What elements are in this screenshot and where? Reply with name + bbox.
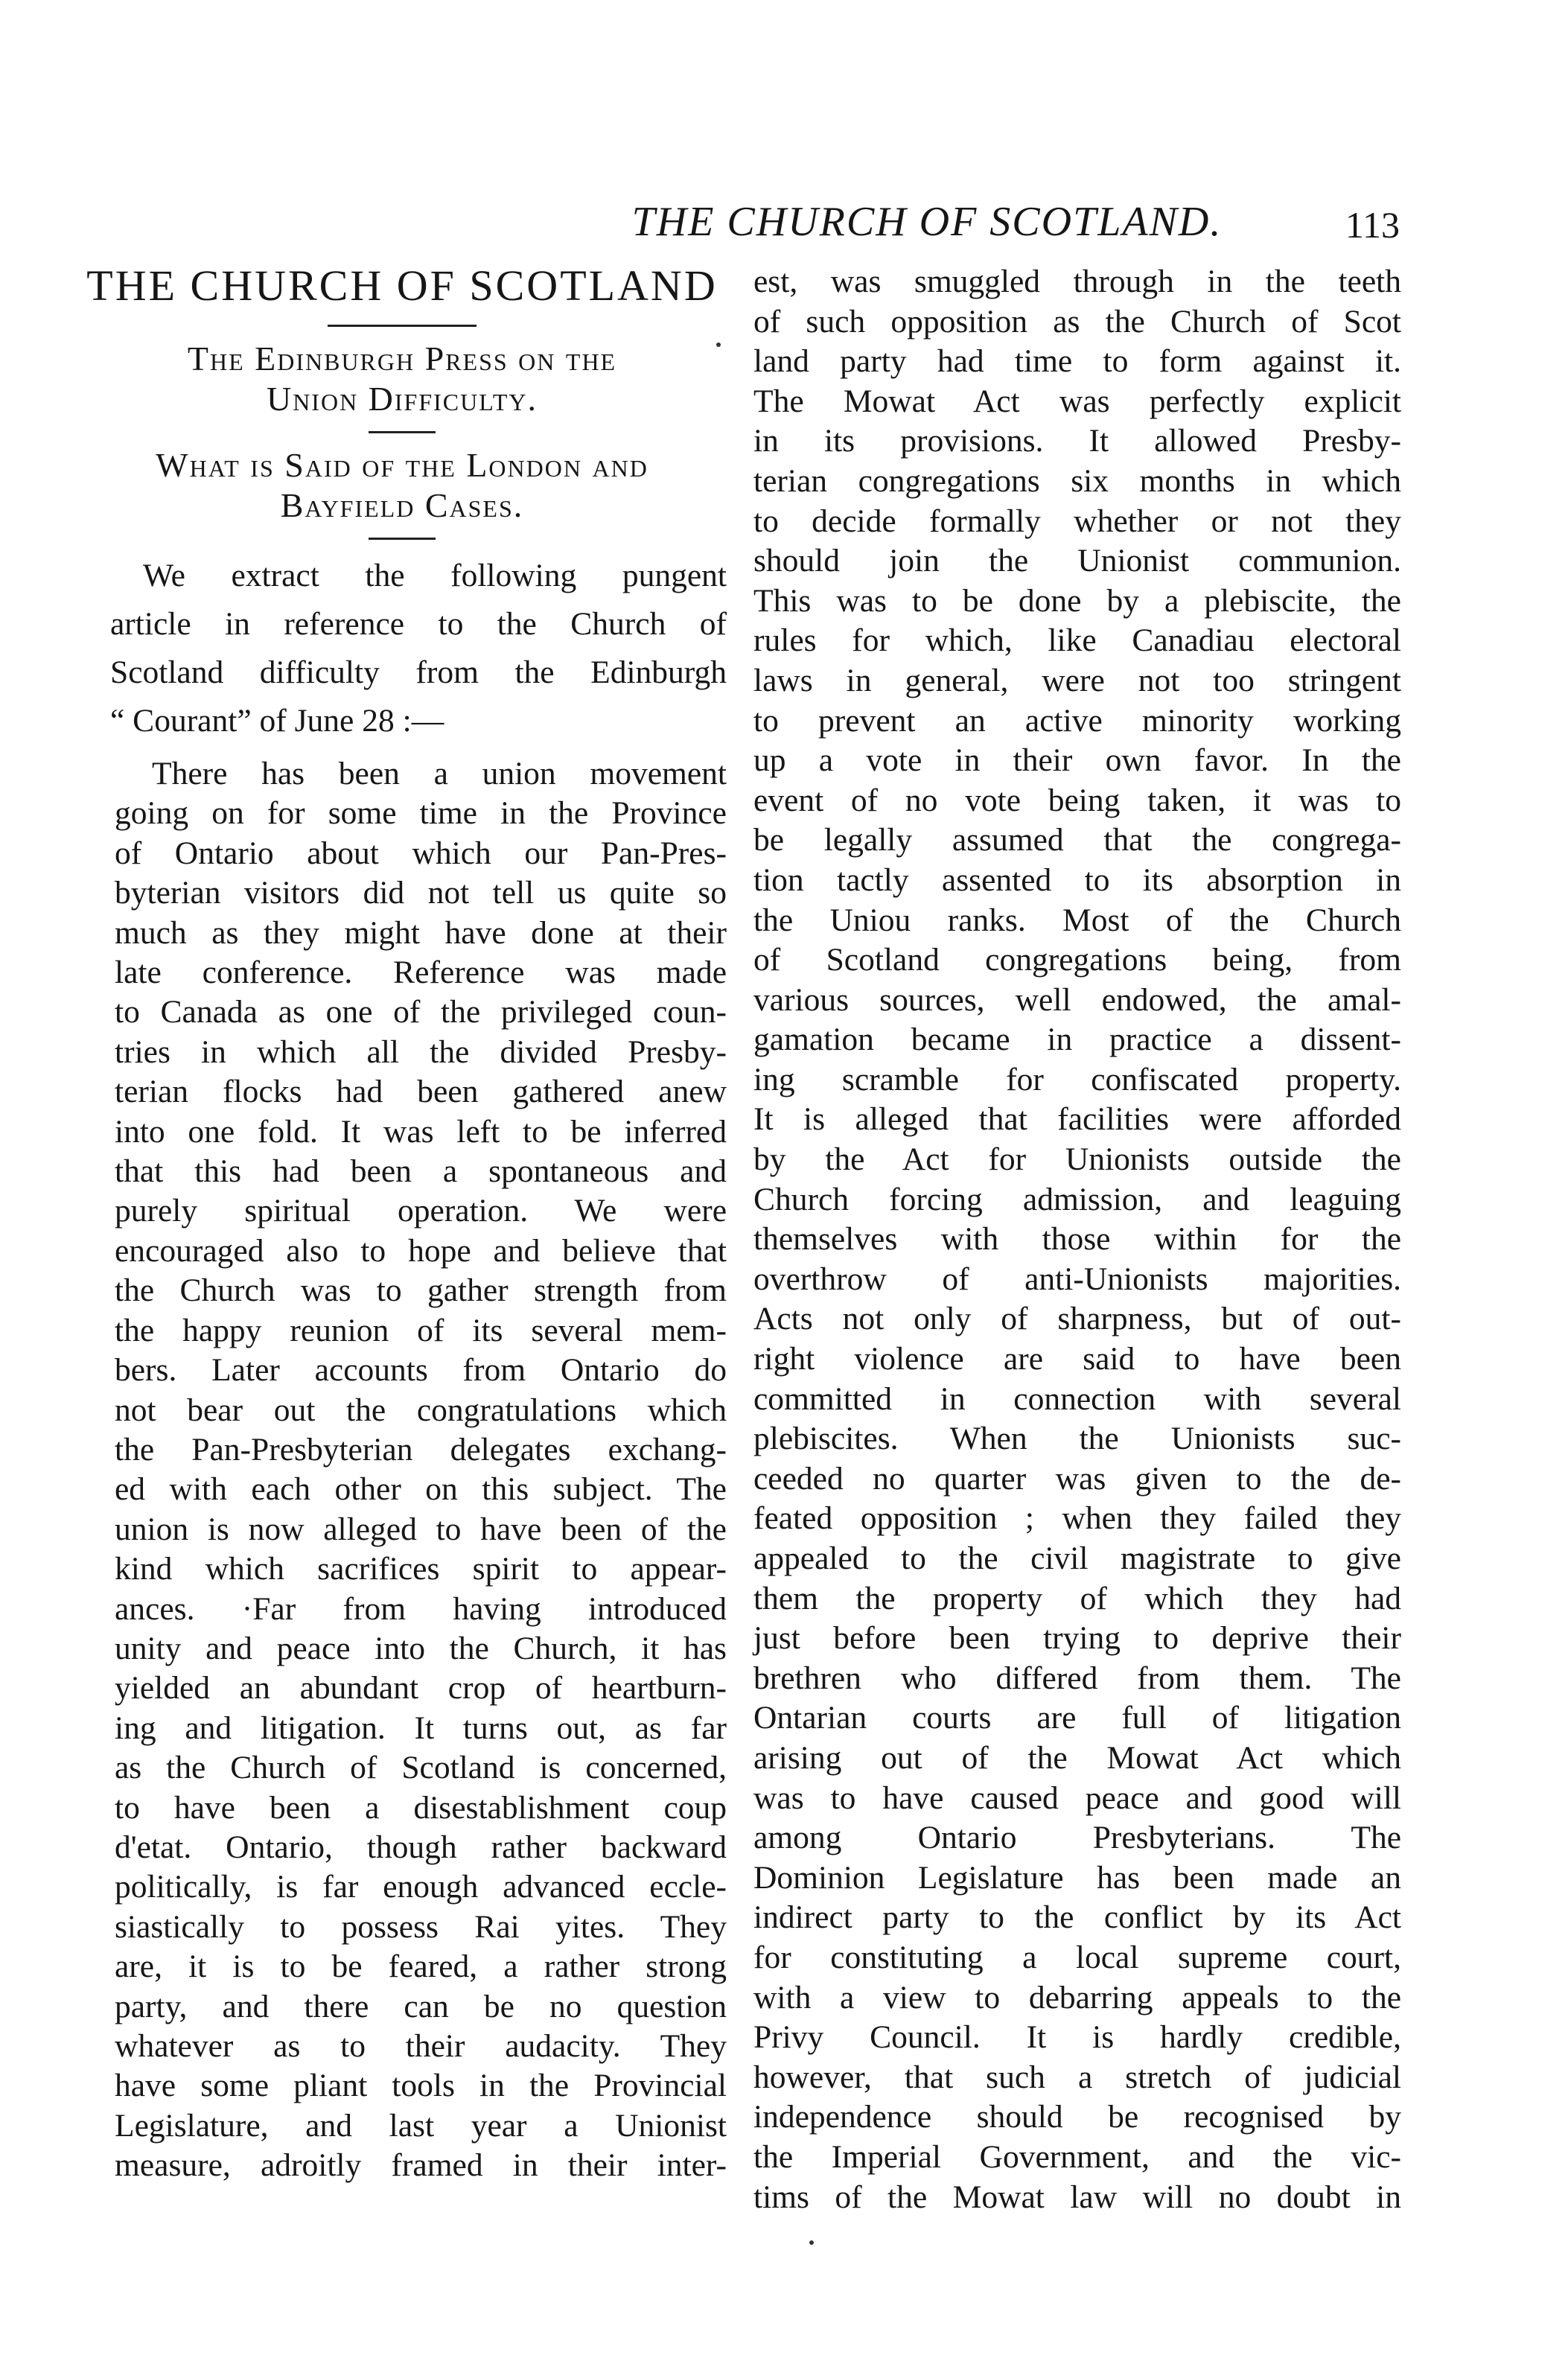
text-line: be legally assumed that the congrega-	[753, 822, 1401, 858]
text-line: going on for some time in the Province	[115, 795, 727, 832]
text-line: gamation became in practice a dissent-	[753, 1022, 1401, 1058]
text-line: them the property of which they had	[753, 1580, 1401, 1616]
text-line: This was to be done by a plebiscite, the	[753, 582, 1401, 619]
text-line: Dominion Legislature has been made an	[753, 1859, 1401, 1896]
text-line: “ Courant” of June 28 :—	[110, 703, 444, 739]
text-line: plebiscites. When the Unionists suc-	[753, 1421, 1401, 1457]
text-line: was to have caused peace and good will	[753, 1779, 1401, 1816]
text-line: rules for which, like Canadiau electoral	[753, 622, 1401, 659]
text-line: overthrow of anti-Unionists majorities.	[753, 1261, 1401, 1297]
text-line: tries in which all the divided Presby-	[115, 1033, 727, 1070]
left-column	[77, 253, 727, 2186]
text-line: kind which sacrifices spirit to appear-	[115, 1551, 727, 1587]
text-line: siastically to possess Rai yites. They	[115, 1908, 727, 1945]
text-line: yielded an abundant crop of heartburn-	[115, 1670, 727, 1707]
text-line: ances. ·Far from having introduced	[115, 1590, 727, 1627]
text-line: ceeded no quarter was given to the de-	[753, 1460, 1401, 1497]
text-line: Church forcing admission, and leaguing	[753, 1181, 1401, 1217]
text-line: the Pan-Presbyterian delegates exchang-	[115, 1431, 727, 1468]
text-line: terian congregations six months in which	[753, 462, 1401, 499]
text-line: land party had time to form against it.	[753, 343, 1401, 380]
text-line: as the Church of Scotland is concerned,	[115, 1750, 727, 1786]
text-line: encouraged also to hope and believe that	[115, 1232, 727, 1269]
text-line: tion tactly assented to its absorption in	[753, 861, 1401, 898]
text-line: Scotland difficulty from the Edinburgh	[110, 654, 727, 690]
text-line: in its provisions. It allowed Presby-	[753, 423, 1401, 459]
text-line: We extract the following pungent	[143, 558, 727, 593]
text-line: not bear out the congratulations which	[115, 1392, 727, 1428]
text-line: est, was smuggled through in the teeth	[753, 264, 1401, 299]
text-line: should join the Unionist communion.	[753, 543, 1401, 579]
subheading-line: Union Difficulty.	[266, 380, 538, 418]
text-line: to Canada as one of the privileged coun-	[115, 994, 727, 1030]
text-line: event of no vote being taken, it was to	[753, 782, 1401, 818]
text-line: brethren who differed from them. The	[753, 1660, 1401, 1696]
text-line: by the Act for Unionists outside the	[753, 1141, 1401, 1178]
subheading-london-bayfield	[89, 445, 715, 526]
text-line: There has been a union movement	[152, 756, 727, 791]
text-line: whatever as to their audacity. They	[115, 2028, 727, 2064]
text-line: terian flocks had been gathered anew	[115, 1074, 727, 1110]
text-line: bers. Later accounts from Ontario do	[115, 1352, 727, 1389]
text-line: various sources, well endowed, the amal-	[753, 981, 1401, 1018]
text-line: to have been a disestablishment coup	[115, 1789, 727, 1826]
text-line: Legislature, and last year a Unionist	[115, 2107, 727, 2144]
text-line: among Ontario Presbyterians. The	[753, 1820, 1401, 1856]
text-line: however, that such a stretch of judicial	[753, 2059, 1401, 2095]
divider-rule	[328, 325, 477, 327]
text-line: independence should be recognised by	[753, 2099, 1401, 2135]
text-line: of Scotland congregations being, from	[753, 942, 1401, 978]
page-number: 113	[1345, 204, 1400, 246]
intro-paragraph	[77, 552, 727, 745]
running-title: THE CHURCH OF SCOTLAND.	[631, 199, 1223, 245]
text-line: arising out of the Mowat Act which	[753, 1739, 1401, 1776]
text-line: with a view to debarring appeals to the	[753, 1979, 1401, 2016]
text-line: the happy reunion of its several mem-	[115, 1312, 727, 1348]
text-line: up a vote in their own favor. In the	[753, 742, 1401, 779]
print-speck	[809, 2240, 814, 2245]
text-line: Ontarian courts are full of litigation	[753, 1700, 1401, 1736]
text-line: appealed to the civil magistrate to give	[753, 1540, 1401, 1576]
text-line: article in reference to the Church of	[110, 606, 727, 642]
divider-rule	[369, 538, 436, 540]
text-line: ed with each other on this subject. The	[115, 1471, 727, 1508]
text-line: feated opposition ; when they failed they	[753, 1500, 1401, 1537]
article-title: THE CHURCH OF SCOTLAND	[86, 261, 718, 310]
body-paragraph-left	[77, 754, 727, 2186]
text-line: unity and peace into the Church, it has	[115, 1630, 727, 1666]
text-line: late conference. Reference was made	[115, 955, 727, 991]
subheading-line: Bayfield Cases.	[280, 486, 524, 524]
text-line: to decide formally whether or not they	[753, 503, 1401, 539]
text-line: measure, adroitly framed in their inter-	[115, 2147, 727, 2184]
text-line: the Imperial Government, and the vic-	[753, 2138, 1401, 2175]
text-line: into one fold. It was left to be inferred	[115, 1113, 727, 1150]
text-line: Privy Council. It is hardly credible,	[753, 2019, 1401, 2056]
text-line: indirect party to the conflict by its Act	[753, 1899, 1401, 1936]
text-line: to prevent an active minority working	[753, 702, 1401, 739]
text-line: politically, is far enough advanced eccle-	[115, 1869, 727, 1905]
text-line: laws in general, were not too stringent	[753, 662, 1401, 698]
text-line: ing and litigation. It turns out, as far	[115, 1710, 727, 1746]
text-line: themselves with those within for the	[753, 1221, 1401, 1258]
text-line: committed in connection with several	[753, 1380, 1401, 1417]
text-line: tims of the Mowat law will no doubt in	[753, 2179, 1401, 2215]
text-line: the Uniou ranks. Most of the Church	[753, 902, 1401, 938]
text-line: Acts not only of sharpness, but of out-	[753, 1301, 1401, 1337]
text-line: union is now alleged to have been of the	[115, 1511, 727, 1547]
subheading-line: What is Said of the London and	[156, 446, 648, 484]
text-line: ing scramble for confiscated property.	[753, 1061, 1401, 1097]
text-line: The Mowat Act was perfectly explicit	[753, 383, 1401, 419]
body-paragraph-right	[753, 262, 1401, 2217]
text-line: party, and there can be no question	[115, 1988, 727, 2024]
right-column	[753, 262, 1401, 2217]
text-line: for constituting a local supreme court,	[753, 1939, 1401, 1975]
text-line: much as they might have done at their	[115, 914, 727, 951]
text-line: purely spiritual operation. We were	[115, 1193, 727, 1229]
divider-rule	[369, 431, 436, 433]
text-line: just before been trying to deprive their	[753, 1620, 1401, 1657]
text-line: d'etat. Ontario, though rather backward	[115, 1829, 727, 1865]
subheading-line: The Edinburgh Press on the	[187, 340, 617, 377]
text-line: the Church was to gather strength from	[115, 1272, 727, 1309]
subheading-edinburgh-press	[119, 339, 685, 419]
text-line: byterian visitors did not tell us quite so	[115, 875, 727, 911]
text-line: of such opposition as the Church of Scot	[753, 303, 1401, 340]
text-line: are, it is to be feared, a rather strong	[115, 1949, 727, 1985]
text-line: It is alleged that facilities were afforded	[753, 1101, 1401, 1138]
text-line: have some pliant tools in the Provincial	[115, 2068, 727, 2104]
text-line: that this had been a spontaneous and	[115, 1153, 727, 1190]
text-line: right violence are said to have been	[753, 1341, 1401, 1377]
text-line: of Ontario about which our Pan-Pres-	[115, 835, 727, 871]
